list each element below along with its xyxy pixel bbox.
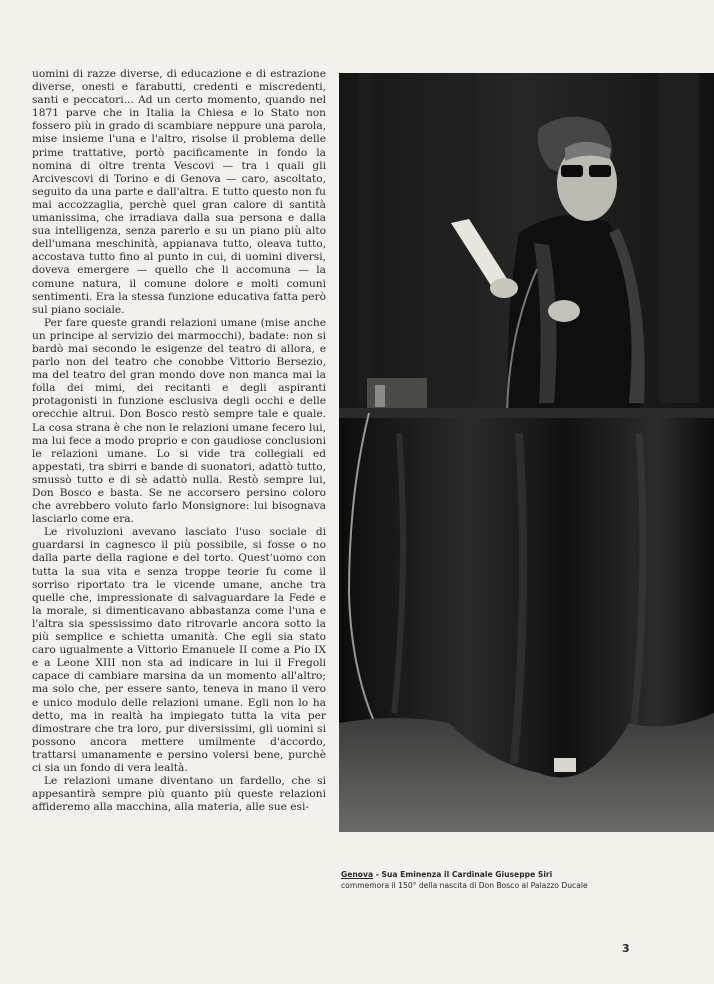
article-text-column — [32, 68, 326, 814]
photo-cardinal-speaking — [339, 73, 714, 832]
article-paragraph-2: Per fare queste grandi relazioni umane (mise anche un principe al servizio dei marmocchi), badate: non si bardò mai secondo le esigenze del teatro di allora, e parlo non del teatro che conobbe Vittorio Bersezio, ma del teatro del gran mondo dove non manca mai la folla dei mimi, dei recitanti e degli aspiranti protagonisti in funzione esclusiva degli occhi e delle orecchie altrui. Don Bosco restò sempre tale e quale. La cosa strana è che non le relazioni umane fecero lui, ma lui fece a modo proprio e con gaudiose conclusioni le relazioni umane. Lo si vide tra collegiali ed appestati, tra sbirri e bande di suonatori, adattò tutto, smussò tutto e di sè adattò nulla. Restò sempre lui, Don Bosco e basta. Se ne accorsero persino coloro che avrebbero voluto farlo Monsignore: lui bisognava lasciarlo come era. — [32, 316, 326, 526]
article-paragraph-3: Le rivoluzioni avevano lasciato l'uso sociale di guardarsi in cagnesco il più possibile, si fosse o no dalla parte della ragione e del torto. Quest'uomo con tutta la sua vita e senza troppe teorie fu come il sorriso riportato tra le vicende umane, anche tra quelle che, impressionate di salvaguardare la Fede e la morale, si dimenticavano abbastanza come l'una e l'altra sia spessissimo dato ritrovarle ancora sotto la più semplice e schietta umanità. Che egli sia stato caro ugualmente a Vittorio Emanuele II come a Pio IX e a Leone XIII non sta ad indicare in lui il Fregoli capace di cambiare marsina da un momento all'altro; ma solo che, per essere santo, teneva in mano il vero e unico modulo delle relazioni umane. Egli non lo ha detto, ma in realtà ha impiegato tutta la vita per dimostrare che tra loro, pur diversissimi, gli uomini si possono ancora mettere umilmente d'accordo, trattarsi umanamente e persino volersi bene, purchè ci sia un fondo di vera lealtà. — [32, 526, 326, 774]
photo-illustration — [339, 73, 714, 832]
page-number: 3 — [622, 942, 630, 955]
caption-line-1-rest: - Sua Eminenza il Cardinale Giuseppe Siri — [373, 870, 553, 879]
article-paragraph-4: Le relazioni umane diventano un fardello, che si appesantirà sempre più quanto più queste relazioni affideremo alla macchina, alla materia, alle sue esi- — [32, 775, 326, 814]
article-paragraph-1: uomini di razze diverse, di educazione e di estrazione diverse, onesti e farabutti, credenti e miscredenti, santi e peccatori... Ad un certo momento, quando nel 1871 parve che in Italia la Chiesa e lo Stato non fossero più in grado di scambiare neppure una parola, mise insieme l'una e l'altro, risolse il problema delle prime trattative, portò pacificamente in fondo la nomina di oltre trenta Vescovi — tra i quali gli Arcivescovi di Torino e di Genova — caro, ascoltato, seguito da una parte e dall'altra. E tutto questo non fu mai accozzaglia, perchè quel gran calore di santità umanissima, che irradiava dalla sua persona e dalla sua intelligenza, senza parerlo e su un piano più alto dell'umana meschinità, appianava tutto, oleava tutto, accostava tutto fino al punto in cui, di uomini diversi, doveva emergere — quello che li accomuna — la comune natura, il comune dolore e molti comuni sentimenti. Era la stessa funzione educativa fatta però sul piano sociale. — [32, 68, 326, 316]
caption-line-1 — [341, 870, 701, 881]
caption-place: Genova — [341, 870, 374, 879]
caption-line-2: commemora il 150° della nascita di Don Bosco al Palazzo Ducale — [341, 880, 588, 890]
photo-caption — [341, 870, 701, 891]
